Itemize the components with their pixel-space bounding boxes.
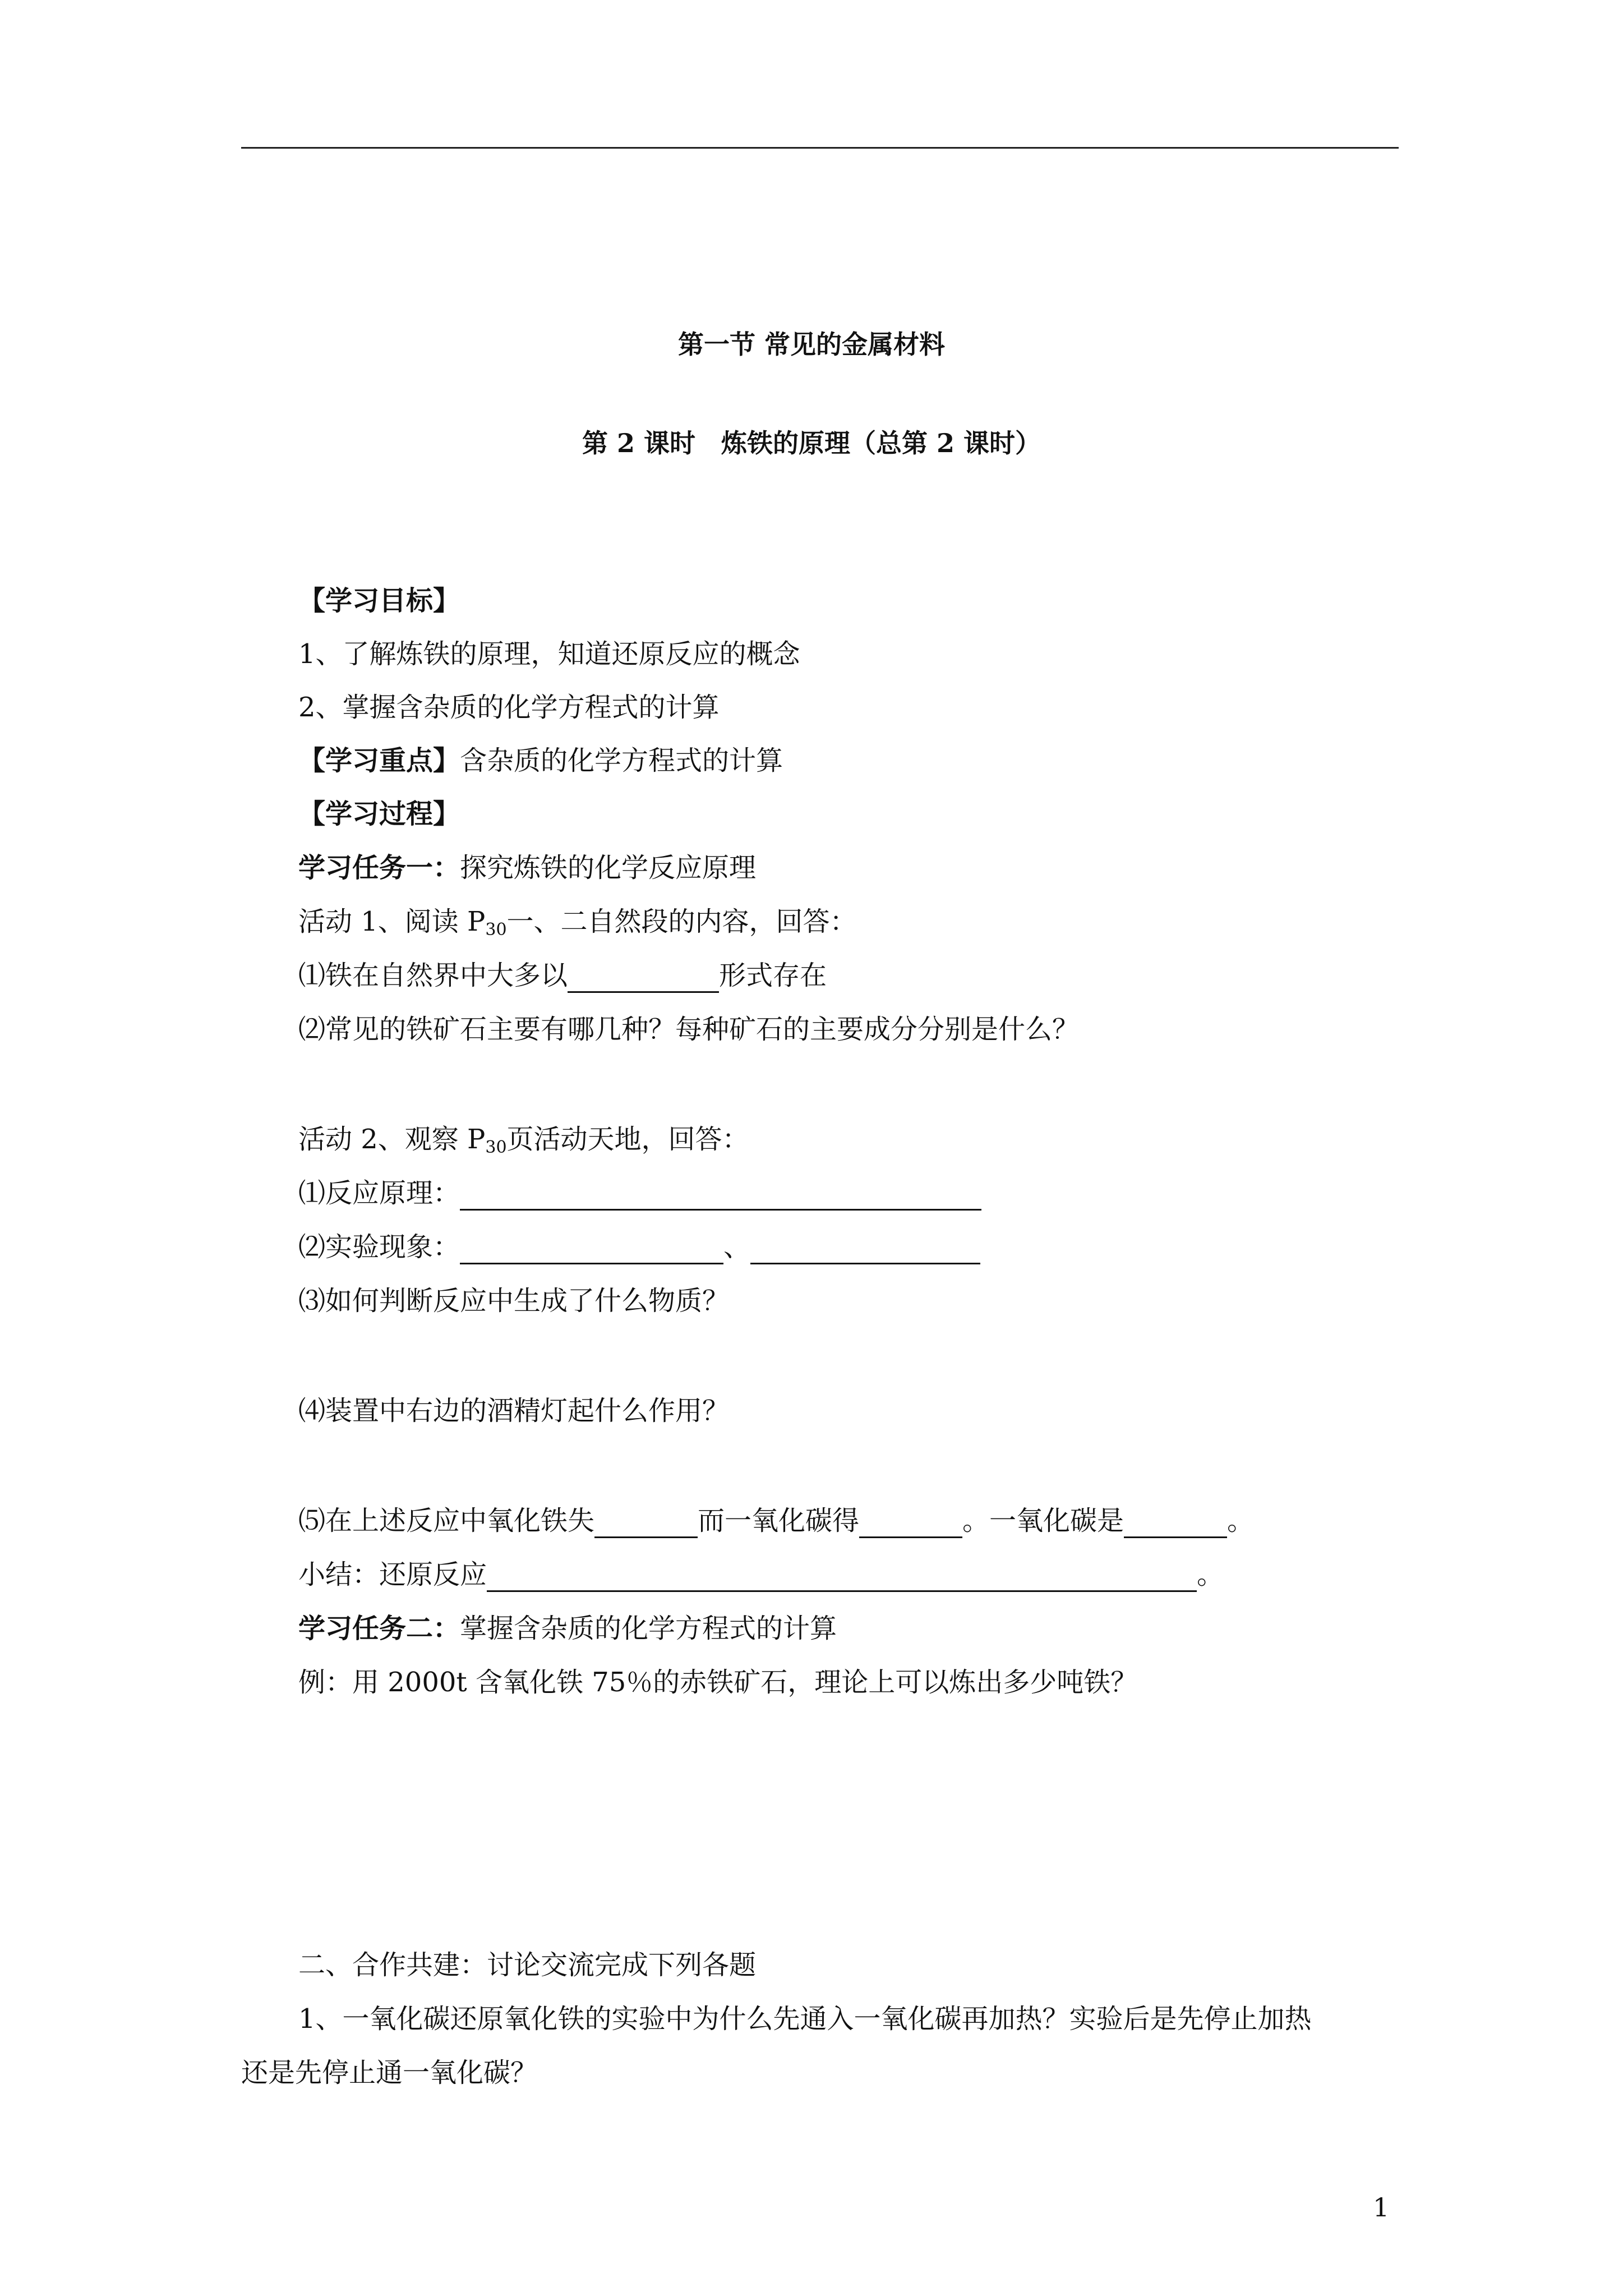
objective-item-2: 2、掌握含杂质的化学方程式的计算: [298, 692, 720, 723]
page-number: 1: [1373, 2192, 1390, 2223]
cooperation-heading: 二、合作共建：讨论交流完成下列各题: [298, 1949, 757, 1981]
task2-line: [298, 1611, 837, 1646]
answer-blank[interactable]: [1124, 1508, 1227, 1538]
key-point: [298, 743, 783, 778]
activity2-suffix: 页活动天地，回答：: [506, 1124, 749, 1155]
activity2-q2: [298, 1230, 980, 1264]
activity2-line: [298, 1122, 749, 1165]
activity2-q5: [298, 1503, 1254, 1538]
answer-blank[interactable]: [594, 1508, 698, 1538]
activity2-q5-part-c: 。一氧化碳是: [962, 1505, 1124, 1536]
key-point-heading: 【学习重点】: [298, 745, 460, 776]
section-title: 第一节 常见的金属材料: [677, 329, 945, 360]
answer-blank[interactable]: [487, 1562, 1197, 1592]
task2-example: 例：用 2000t 含氧化铁 75％的赤铁矿石，理论上可以炼出多少吨铁？: [298, 1667, 1138, 1698]
activity2-q5-part-a: ⑸在上述反应中氧化铁失: [298, 1505, 595, 1536]
task2-text: 掌握含杂质的化学方程式的计算: [460, 1613, 837, 1644]
activity2-q2-separator: 、: [723, 1231, 751, 1263]
answer-blank[interactable]: [750, 1235, 980, 1264]
activity1-line: [298, 904, 857, 947]
activity2-q2-label: ⑵实验现象：: [298, 1231, 460, 1263]
activity2-q1: [298, 1176, 981, 1211]
answer-blank[interactable]: [460, 1235, 723, 1264]
activity1-page-sub: 30: [485, 920, 507, 940]
activity2-q4: ⑷装置中右边的酒精灯起什么作用？: [298, 1395, 730, 1427]
activity1-q1-after: 形式存在: [719, 960, 827, 991]
activity1-q2: ⑵常见的铁矿石主要有哪几种？每种矿石的主要成分分别是什么？: [298, 1014, 1080, 1045]
activity2-q5-part-b: 而一氧化碳得: [698, 1505, 860, 1536]
task1-heading: 学习任务一：: [298, 852, 460, 884]
cooperation-q1-line2: 还是先停止通一氧化碳？: [241, 2057, 538, 2088]
objectives-heading: 【学习目标】: [298, 585, 460, 616]
task1-line: [298, 850, 756, 885]
activity1-q1-before: ⑴铁在自然界中大多以: [298, 960, 568, 991]
header-rule: [241, 147, 1399, 149]
activity2-page-sub: 30: [485, 1138, 507, 1157]
activity2-q3: ⑶如何判断反应中生成了什么物质？: [298, 1285, 730, 1317]
activity1-suffix: 一、二自然段的内容，回答：: [506, 906, 857, 937]
cooperation-q1-line1: 1、一氧化碳还原氧化铁的实验中为什么先通入一氧化碳再加热？实验后是先停止加热: [298, 2003, 1312, 2035]
answer-blank[interactable]: [568, 963, 719, 993]
summary-prefix: 小结：还原反应: [298, 1559, 487, 1590]
key-point-text: 含杂质的化学方程式的计算: [460, 745, 783, 776]
activity2-q5-part-d: 。: [1227, 1505, 1255, 1536]
objective-item-1: 1、了解炼铁的原理，知道还原反应的概念: [298, 638, 800, 670]
summary-line: [298, 1557, 1224, 1592]
answer-blank[interactable]: [859, 1508, 962, 1538]
task1-text: 探究炼铁的化学反应原理: [460, 852, 757, 884]
lesson-title: 第 2 课时 炼铁的原理（总第 2 课时）: [582, 428, 1041, 458]
answer-blank[interactable]: [460, 1181, 981, 1211]
activity1-prefix: 活动 1、阅读 P: [298, 906, 486, 937]
process-heading: 【学习过程】: [298, 798, 460, 830]
activity1-q1: [298, 958, 827, 993]
summary-suffix: 。: [1197, 1559, 1224, 1590]
task2-heading: 学习任务二：: [298, 1613, 460, 1644]
activity2-q1-label: ⑴反应原理：: [298, 1177, 460, 1209]
activity2-prefix: 活动 2、观察 P: [298, 1124, 486, 1155]
